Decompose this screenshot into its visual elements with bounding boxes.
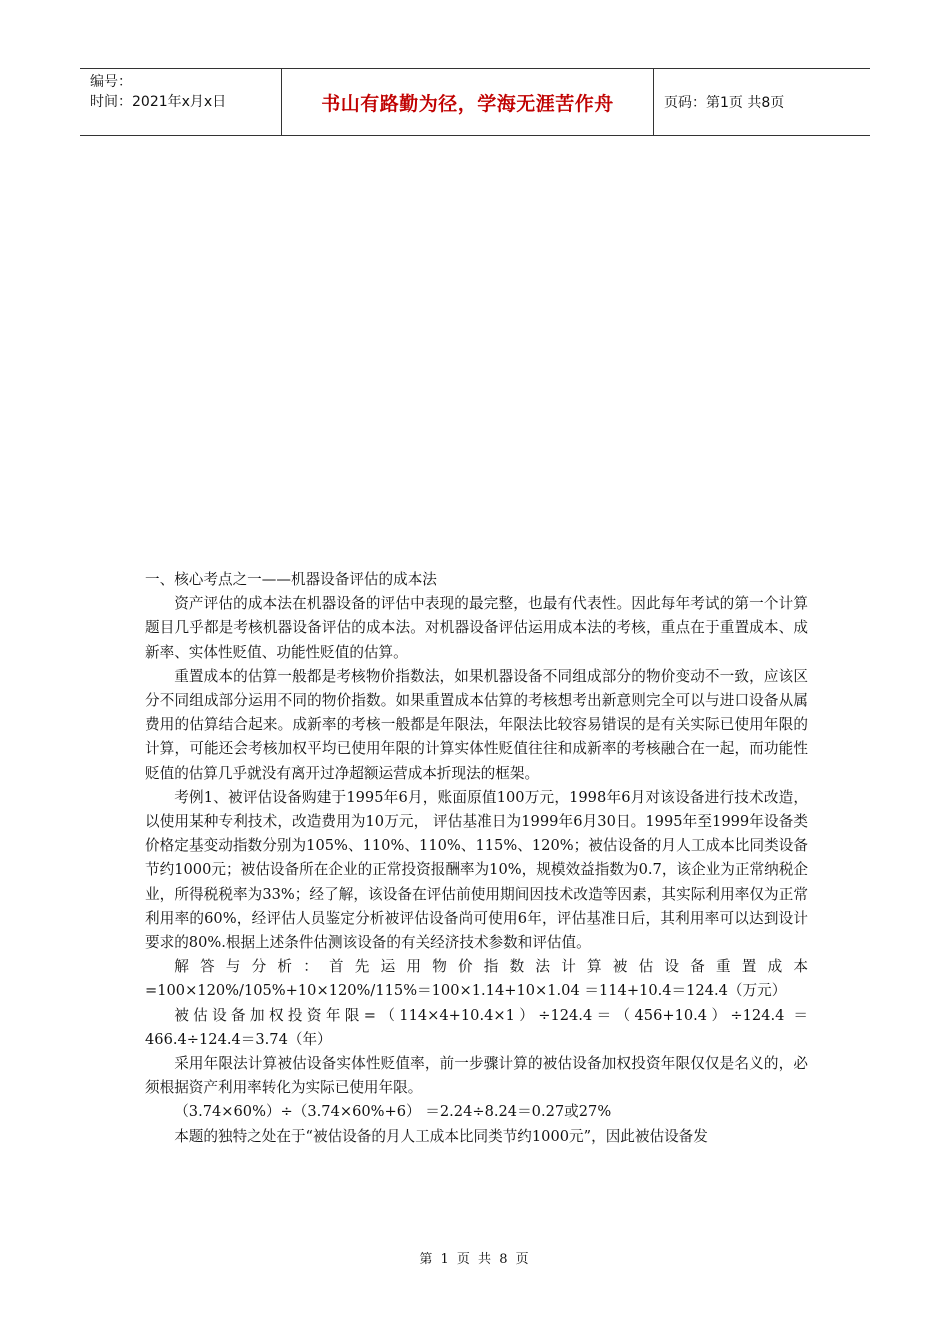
page-footer: 第 1 页 共 8 页 — [419, 1252, 531, 1267]
paragraph: 被估设备加权投资年限=（114×4+10.4×1）÷124.4＝（456+10.4）÷124.4 ＝466.4÷124.4＝3.74（年） — [145, 1006, 808, 1048]
document-header — [80, 68, 870, 136]
header-motto: 书山有路勤为径，学海无涯苦作舟 — [282, 69, 654, 135]
document-date-label: 时间：2021年x月x日 — [90, 94, 227, 110]
paragraph: 解答与分析：首先运用物价指数法计算被估设备重置成本=100×120%/105%+10×120%/115%＝100×1.14+10×1.04 ＝114+10.4＝124.4（万元） — [145, 958, 808, 1000]
paragraph: 采用年限法计算被估设备实体性贬值率，前一步骤计算的被估设备加权投资年限仅仅是名义的，必须根据资产利用率转化为实际已使用年限。 — [145, 1055, 808, 1097]
document-body — [145, 568, 808, 1149]
paragraph: 资产评估的成本法在机器设备的评估中表现的最完整，也最有代表性。因此每年考试的第一个计算题目几乎都是考核机器设备评估的成本法。对机器设备评估运用成本法的考核，重点在于重置成本、成新率、实体性贬值、功能性贬值的估算。 — [145, 595, 808, 661]
paragraph: 考例1、被评估设备购建于1995年6月，账面原值100万元，1998年6月对该设备进行技术改造，以使用某种专利技术，改造费用为10万元， 评估基准日为1999年6月30日。1995年至1999年设备类价格定基变动指数分别为105%、110%、110%、115%、120%；被估设备的月人工成本比同类设备节约1000元；被估设备所在企业的正常投资报酬率为10%，规模效益指数为0.7，该企业为正常纳税企业，所得税税率为33%；经了解，该设备在评估前使用期间因技术改造等因素，其实际利用率仅为正常利用率的60%，经评估人员鉴定分析被评估设备尚可使用6年，评估基准日后，其利用率可以达到设计要求的80%.根据上述条件估测该设备的有关经济技术参数和评估值。 — [145, 788, 808, 952]
document-number-label: 编号： — [90, 74, 132, 90]
header-page-number: 页码：第1页 共8页 — [664, 95, 785, 111]
paragraph: 重置成本的估算一般都是考核物价指数法，如果机器设备不同组成部分的物价变动不一致，应该区分不同组成部分运用不同的物价指数。如果重置成本估算的考核想考出新意则完全可以与进口设备从属费用的估算结合起来。成新率的考核一般都是年限法，年限法比较容易错误的是有关实际已使用年限的计算，可能还会考核加权平均已使用年限的计算实体性贬值往往和成新率的考核融合在一起，而功能性贬值的估算几乎就没有离开过净超额运营成本折现法的框架。 — [145, 667, 808, 782]
paragraph: 本题的独特之处在于“被估设备的月人工成本比同类节约1000元”，因此被估设备发 — [174, 1127, 708, 1145]
formula-line: （3.74×60%）÷（3.74×60%+6） ＝2.24÷8.24＝0.27或27% — [174, 1103, 612, 1121]
header-meta — [80, 69, 282, 135]
section-heading: 一、核心考点之一——机器设备评估的成本法 — [145, 571, 437, 588]
